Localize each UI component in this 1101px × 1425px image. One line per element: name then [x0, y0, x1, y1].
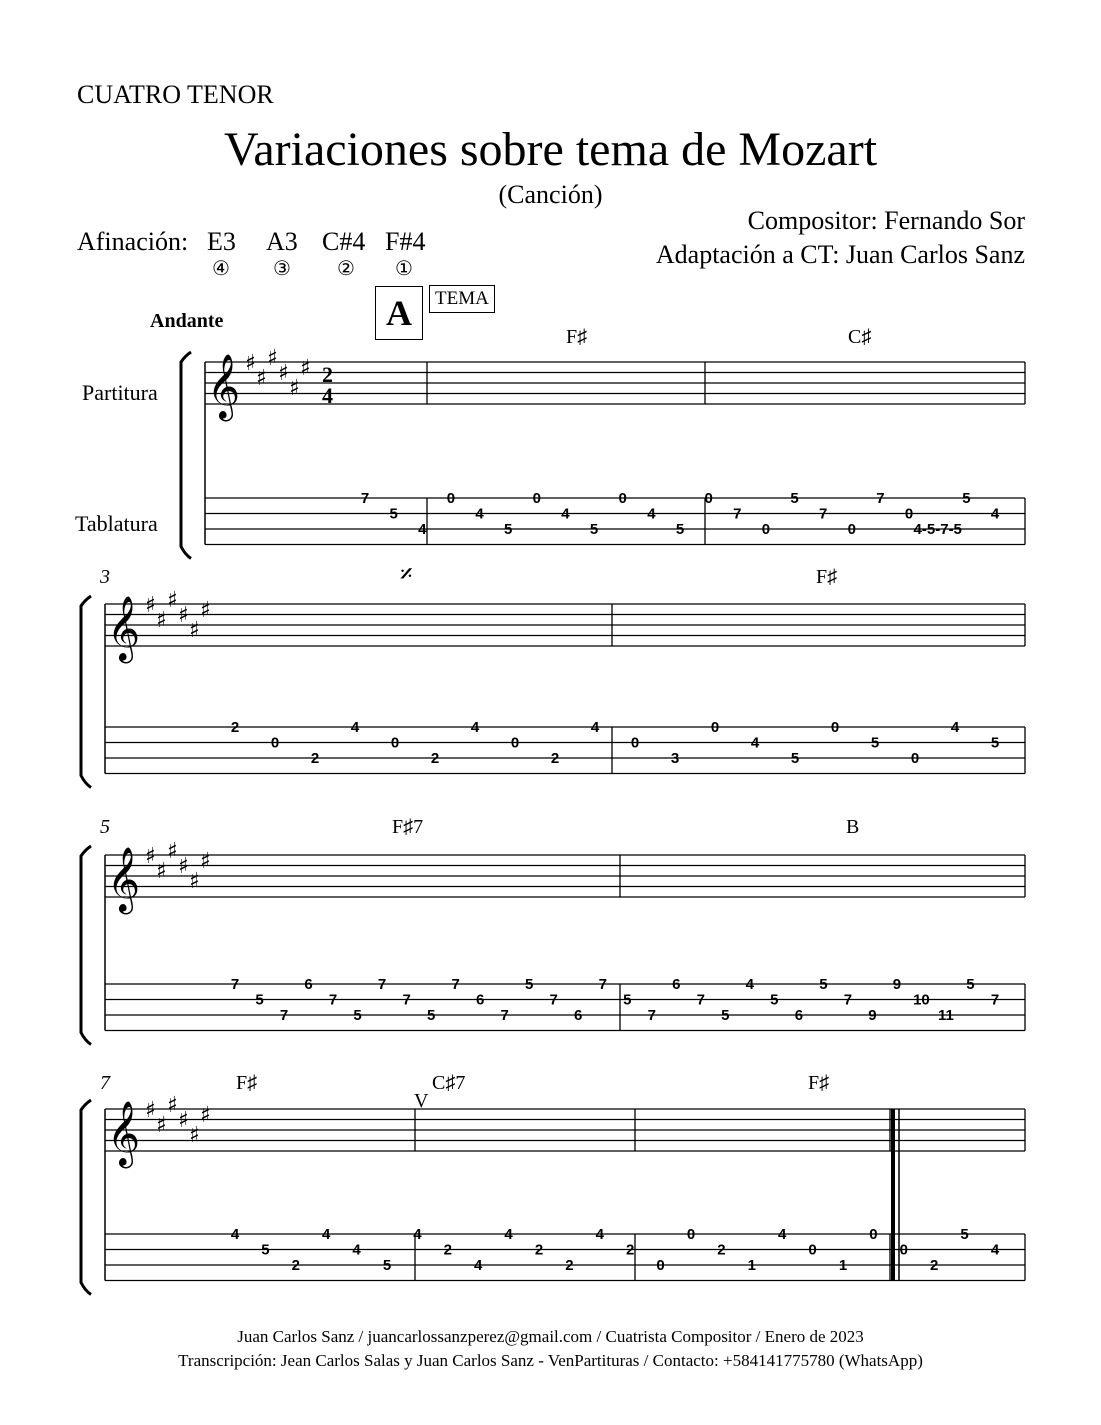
tab-fret-number: 5	[261, 1241, 270, 1259]
tab-fret-number: 7	[328, 991, 338, 1009]
tab-fret-number: 7	[990, 991, 1000, 1009]
string-number-4: ④	[212, 258, 230, 280]
key-sharp: ♯	[200, 1103, 211, 1128]
key-sharp: ♯	[178, 603, 189, 628]
tab-fret-number: 9	[892, 976, 902, 993]
key-sharp: ♯	[267, 346, 278, 371]
adaptation-credit: Adaptación a CT: Juan Carlos Sanz	[655, 240, 1025, 269]
tab-fret-number: 4	[504, 1226, 513, 1243]
tab-fret-number: 5	[962, 490, 971, 507]
tab-fret-number: 2	[310, 750, 320, 767]
tab-fret-number: 7	[819, 505, 828, 523]
key-sharp: ♯	[189, 869, 200, 894]
tab-label: Tablatura	[75, 511, 158, 536]
tab-fret-number: 4	[475, 505, 484, 523]
tab-fret-number: 7	[402, 991, 411, 1009]
measure-number: 5	[100, 816, 110, 838]
tab-fret-number: 7	[549, 991, 558, 1009]
string-number-1: ①	[395, 258, 413, 280]
tab-fret-number: 4	[990, 1241, 1000, 1259]
tab-fret-number: 5	[353, 1007, 362, 1024]
position-mark: V	[414, 1090, 429, 1112]
chord-symbol: F♯	[808, 1072, 830, 1094]
tab-fret-number: 6	[304, 976, 313, 993]
tab-fret-number: 5	[990, 734, 1000, 752]
footer-credit: Juan Carlos Sanz / juancarlossanzperez@gmail.com / Cuatrista Compositor / Enero de 2023	[237, 1327, 864, 1346]
tab-fret-number: 6	[672, 976, 681, 993]
tab-fret-number: 5	[255, 991, 264, 1009]
tab-fret-number: 10	[913, 991, 930, 1009]
chord-symbol: F♯	[816, 566, 838, 588]
tab-fret-number: 5	[770, 991, 779, 1009]
chord-symbol: F♯7	[392, 816, 424, 838]
key-sharp: ♯	[178, 854, 189, 879]
tuning-label: Afinación:	[77, 227, 189, 256]
chord-symbol: C♯	[848, 326, 872, 348]
tab-fret-number: 0	[869, 1226, 878, 1243]
tab-fret-number: 4	[413, 1226, 422, 1243]
tab-fret-number: 2	[430, 750, 440, 767]
system-bracket	[81, 596, 91, 788]
measure-number: 3	[100, 566, 110, 588]
tab-fret-number: 0	[656, 1257, 665, 1274]
tab-fret-number: 4	[322, 1226, 331, 1243]
key-sharp: ♯	[145, 593, 156, 618]
tab-fret-number: 4	[350, 719, 360, 736]
treble-clef: 𝄞	[107, 1101, 141, 1166]
key-sharp: ♯	[156, 608, 167, 633]
staff-label: Partitura	[82, 380, 158, 405]
tab-fret-number: 0	[510, 734, 520, 752]
key-sharp: ♯	[167, 588, 178, 613]
instrument-name: CUATRO TENOR	[77, 80, 274, 109]
tuning-note-2: C#4	[322, 227, 366, 256]
tempo-marking: Andante	[150, 310, 224, 332]
key-sharp: ♯	[167, 1093, 178, 1118]
chord-symbol: B	[846, 816, 860, 838]
tab-fret-number: 5	[790, 750, 800, 767]
tab-fret-number: 0	[847, 521, 856, 538]
treble-clef: 𝄞	[207, 354, 241, 419]
tuning-note-1: F#4	[385, 227, 426, 256]
tab-fret-number: 0	[808, 1241, 817, 1259]
tab-fret-number: 7	[876, 490, 885, 507]
tab-fret-number: 5	[790, 490, 799, 507]
tab-fret-number: 2	[230, 719, 240, 736]
tab-fret-number: 0	[630, 734, 640, 752]
key-sharp: ♯	[200, 598, 211, 623]
key-sharp: ♯	[200, 849, 211, 874]
tab-fret-number: 7	[733, 505, 742, 523]
chord-symbol: F♯	[566, 326, 588, 348]
tab-fret-number: 5	[382, 1257, 392, 1274]
tab-fret-number: 0	[618, 490, 627, 507]
tab-fret-number: 7	[647, 1007, 656, 1024]
tab-fret-number: 0	[899, 1241, 908, 1259]
tab-fret-number: 0	[446, 490, 456, 507]
tab-fret-number: 5	[819, 976, 828, 993]
tab-fret-number: 7	[230, 976, 240, 993]
tab-fret-number: 3	[670, 750, 680, 767]
tab-fret-number: 4	[595, 1226, 604, 1243]
tab-fret-number: 4	[990, 505, 1000, 523]
tab-fret-number: 2	[443, 1241, 452, 1259]
tab-fret-number: 5	[525, 976, 534, 993]
tab-fret-number: 2	[717, 1241, 726, 1259]
measure-number: 7	[100, 1072, 110, 1094]
tab-fret-number: 5	[960, 1226, 969, 1243]
tab-fret-number: 4	[561, 505, 570, 523]
tab-fret-number: 6	[794, 1007, 804, 1024]
key-sharp: ♯	[156, 859, 167, 884]
tab-fret-number: 5	[675, 521, 685, 538]
string-number-2: ②	[337, 258, 355, 280]
system-bracket	[181, 352, 191, 559]
tab-fret-number: 2	[626, 1241, 635, 1259]
tab-fret-number: 4	[474, 1257, 483, 1274]
tab-fret-number: 0	[830, 719, 840, 736]
tab-fret-number: 0	[704, 490, 713, 507]
key-sharp: ♯	[245, 351, 256, 376]
tab-fret-number: 2	[550, 750, 560, 767]
tab-fret-number: 5	[966, 976, 975, 993]
key-sharp: ♯	[167, 839, 178, 864]
tab-fret-number: 4	[750, 734, 760, 752]
tab-fret-number: 4	[590, 719, 600, 736]
tab-fret-number: 0	[910, 750, 920, 767]
tab-fret-number: 5	[870, 734, 880, 752]
tab-fret-number: 0	[686, 1226, 696, 1243]
key-sharp: ♯	[189, 618, 200, 643]
tab-fret-number: 2	[930, 1257, 939, 1274]
tab-fret-number: 6	[475, 991, 485, 1009]
tuning-note-4: E3	[207, 227, 236, 256]
tab-fret-number: 7	[696, 991, 705, 1009]
composer-credit: Compositor: Fernando Sor	[747, 206, 1025, 235]
string-number-3: ③	[273, 258, 291, 280]
tab-fret-number: 0	[904, 505, 914, 523]
tab-fret-number: 5	[589, 521, 599, 538]
treble-clef: 𝄞	[107, 847, 141, 912]
tab-fret-number: 4	[352, 1241, 361, 1259]
tab-fret-number: 0	[761, 521, 771, 538]
section-label: TEMA	[429, 285, 495, 313]
tab-fret-number: 4	[745, 976, 755, 993]
tab-fret-number: 4-5-7-5	[913, 521, 962, 538]
key-sharp: ♯	[278, 361, 289, 386]
tab-fret-number: 2	[565, 1257, 574, 1274]
measure-repeat-sign: 𝄎	[400, 560, 413, 589]
tab-fret-number: 7	[598, 976, 607, 993]
key-sharp: ♯	[145, 844, 156, 869]
time-signature-top: 2	[322, 362, 333, 387]
tab-fret-number: 7	[843, 991, 853, 1009]
tab-fret-number: 5	[721, 1007, 730, 1024]
key-sharp: ♯	[178, 1108, 189, 1133]
tab-fret-number: 5	[504, 521, 513, 538]
tab-fret-number: 7	[451, 976, 460, 993]
system-bracket	[81, 846, 91, 1045]
tab-fret-number: 7	[500, 1007, 509, 1024]
tab-fret-number: 4	[950, 719, 960, 736]
tab-fret-number: 0	[710, 719, 720, 736]
tab-fret-number: 6	[574, 1007, 583, 1024]
tab-fret-number: 7	[377, 976, 387, 993]
tab-fret-number: 7	[279, 1007, 289, 1024]
tab-fret-number: 2	[291, 1257, 300, 1274]
key-sharp: ♯	[145, 1098, 156, 1123]
key-sharp: ♯	[300, 356, 311, 381]
time-signature-bottom: 4	[322, 383, 333, 408]
key-sharp: ♯	[156, 1113, 167, 1138]
tab-fret-number: 1	[747, 1257, 756, 1274]
chord-symbol: C♯7	[432, 1072, 466, 1094]
tab-fret-number: 0	[390, 734, 400, 752]
system-bracket	[81, 1100, 91, 1295]
tab-fret-number: 4	[647, 505, 656, 523]
tab-fret-number: 2	[534, 1241, 544, 1259]
tab-fret-number: 5	[623, 991, 632, 1009]
rehearsal-mark: A	[375, 286, 423, 340]
key-sharp: ♯	[289, 376, 300, 401]
tuning-note-3: A3	[266, 227, 298, 256]
tab-fret-number: 9	[868, 1007, 877, 1024]
tab-fret-number: 11	[938, 1007, 954, 1024]
tab-fret-number: 4	[778, 1226, 787, 1243]
page-title: Variaciones sobre tema de Mozart	[223, 123, 878, 176]
key-sharp: ♯	[189, 1123, 200, 1148]
tab-fret-number: 1	[838, 1257, 848, 1274]
tab-fret-number: 4	[418, 521, 427, 538]
treble-clef: 𝄞	[107, 596, 141, 661]
chord-symbol: F♯	[236, 1072, 258, 1094]
footer-contact: Transcripción: Jean Carlos Salas y Juan Carlos Sanz - VenPartituras / Contacto: +584141775780 (WhatsApp)	[178, 1351, 923, 1370]
tab-fret-number: 7	[360, 490, 370, 507]
tab-fret-number: 4	[230, 1226, 240, 1243]
tab-fret-number: 0	[532, 490, 541, 507]
page-subtitle: (Canción)	[498, 180, 603, 209]
key-sharp: ♯	[256, 366, 267, 391]
tab-fret-number: 5	[389, 505, 398, 523]
tab-fret-number: 5	[426, 1007, 436, 1024]
tab-fret-number: 4	[470, 719, 480, 736]
tab-fret-number: 0	[270, 734, 280, 752]
